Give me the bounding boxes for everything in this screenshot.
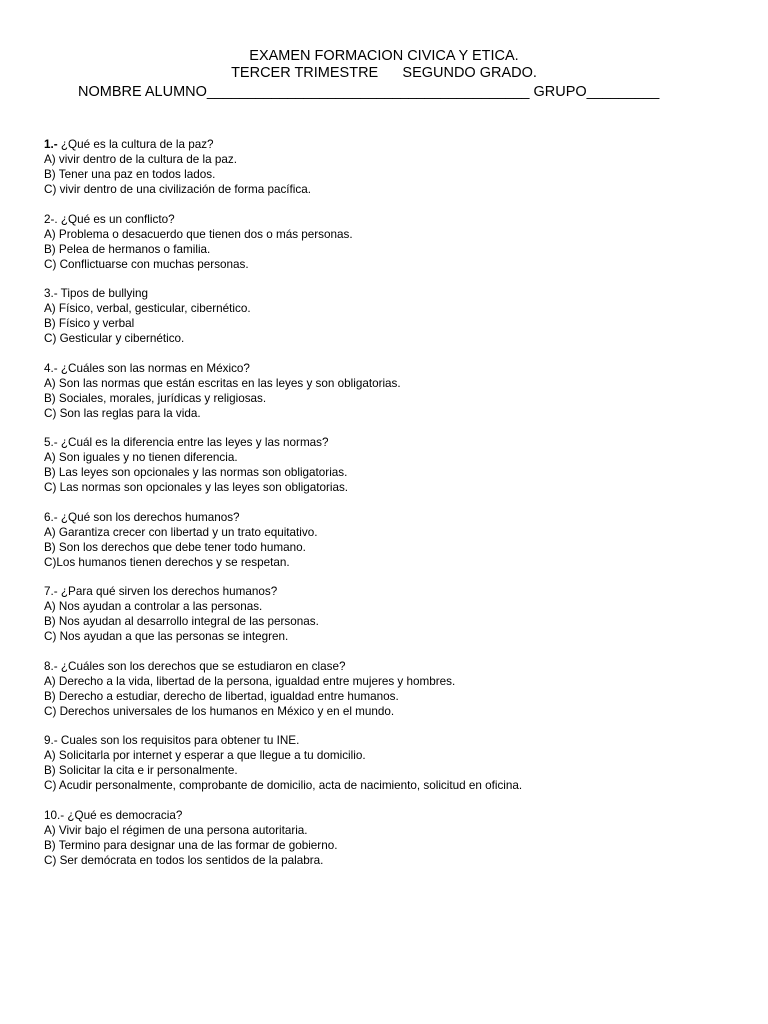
- question-5: [44, 435, 744, 495]
- question-list: [44, 137, 744, 882]
- question-title: 4.- ¿Cuáles son las normas en México?: [44, 361, 250, 375]
- question-3: [44, 286, 744, 346]
- option-c: C) Conflictuarse con muchas personas.: [44, 257, 249, 271]
- option-b: B) Termino para designar una de las formar de gobierno.: [44, 838, 338, 852]
- question-number: 1.-: [44, 138, 58, 151]
- option-c: C)Los humanos tienen derechos y se respetan.: [44, 555, 290, 569]
- option-a: A) Son las normas que están escritas en las leyes y son obligatorias.: [44, 376, 401, 390]
- option-b: B) Pelea de hermanos o familia.: [44, 242, 211, 256]
- question-title: 3.- Tipos de bullying: [44, 287, 148, 300]
- option-c: C) Las normas son opcionales y las leyes son obligatorias.: [44, 481, 349, 494]
- option-c: C) Derechos universales de los humanos en México y en el mundo.: [44, 704, 395, 718]
- question-title: 8.- ¿Cuáles son los derechos que se estudiaron en clase?: [44, 659, 346, 673]
- question-title: 5.- ¿Cuál es la diferencia entre las leyes y las normas?: [44, 436, 329, 449]
- exam-title: EXAMEN FORMACION CIVICA Y ETICA.: [249, 48, 519, 64]
- question-title: 7.- ¿Para qué sirven los derechos humanos?: [44, 585, 278, 598]
- question-4: [44, 361, 744, 421]
- question-1: [44, 137, 744, 197]
- question-title: 10.- ¿Qué es democracia?: [44, 808, 183, 822]
- option-a: A) Garantiza crecer con libertad y un trato equitativo.: [44, 525, 318, 539]
- option-a: A) vivir dentro de la cultura de la paz.: [44, 153, 237, 166]
- question-7: [44, 584, 744, 644]
- option-a: A) Físico, verbal, gesticular, cibernético.: [44, 302, 251, 315]
- option-a: A) Son iguales y no tienen diferencia.: [44, 451, 238, 464]
- question-title: 6.- ¿Qué son los derechos humanos?: [44, 510, 240, 524]
- option-b: B) Son los derechos que debe tener todo humano.: [44, 540, 306, 554]
- student-name-group-line: NOMBRE ALUMNO________________________________________ GRUPO_________: [78, 84, 660, 100]
- option-b: B) Nos ayudan al desarrollo integral de las personas.: [44, 615, 319, 628]
- question-8: [44, 659, 744, 719]
- option-b: B) Físico y verbal: [44, 317, 135, 330]
- option-a: A) Vivir bajo el régimen de una persona autoritaria.: [44, 823, 308, 837]
- option-c: C) vivir dentro de una civilización de forma pacífica.: [44, 183, 311, 196]
- option-a: A) Solicitarla por internet y esperar a que llegue a tu domicilio.: [44, 749, 366, 762]
- option-b: B) Tener una paz en todos lados.: [44, 168, 216, 181]
- question-10: [44, 808, 744, 868]
- option-c: C) Ser demócrata en todos los sentidos de la palabra.: [44, 853, 324, 867]
- option-b: B) Sociales, morales, jurídicas y religiosas.: [44, 391, 267, 405]
- question-9: [44, 733, 744, 793]
- option-c: C) Nos ayudan a que las personas se integren.: [44, 630, 289, 643]
- exam-header: [0, 48, 768, 82]
- option-a: A) Nos ayudan a controlar a las personas.: [44, 600, 263, 613]
- question-title: [44, 137, 744, 152]
- option-b: B) Las leyes son opcionales y las normas son obligatorias.: [44, 466, 348, 479]
- option-b: B) Solicitar la cita e ir personalmente.: [44, 764, 238, 777]
- option-a: A) Problema o desacuerdo que tienen dos o más personas.: [44, 227, 353, 241]
- option-b: B) Derecho a estudiar, derecho de libertad, igualdad entre humanos.: [44, 689, 399, 703]
- option-c: C) Gesticular y cibernético.: [44, 332, 185, 345]
- question-text: ¿Qué es la cultura de la paz?: [57, 138, 214, 151]
- question-title: 9.- Cuales son los requisitos para obtener tu INE.: [44, 734, 300, 747]
- question-6: [44, 510, 744, 570]
- question-2: [44, 212, 744, 272]
- option-c: C) Son las reglas para la vida.: [44, 406, 201, 420]
- question-title: 2-. ¿Qué es un conflicto?: [44, 212, 175, 226]
- option-a: A) Derecho a la vida, libertad de la persona, igualdad entre mujeres y hombres.: [44, 674, 456, 688]
- exam-subtitle: TERCER TRIMESTRE SEGUNDO GRADO.: [231, 65, 537, 81]
- option-c: C) Acudir personalmente, comprobante de domicilio, acta de nacimiento, solicitud en oficina.: [44, 779, 523, 792]
